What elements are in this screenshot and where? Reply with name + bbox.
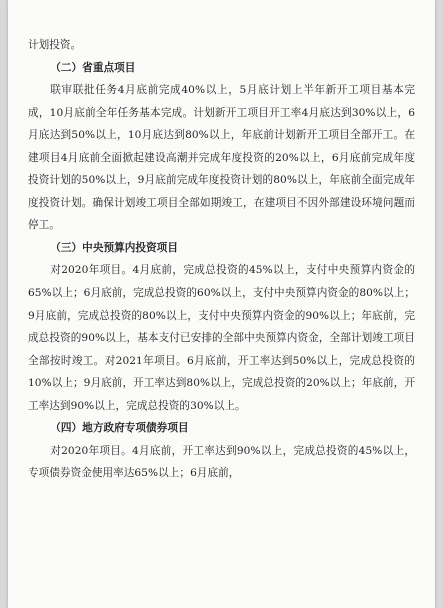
paragraph-central-budget-projects: 对2020年项目。4月底前，完成总投资的45%以上，支付中央预算内资金的65%以上；6月底前，完成总投资的60%以上，支付中央预算内资金的80%以上；9月底前，完成总投资的80%以上，支付中央预算内资金的90%以上；年底前，完成总投资的90%以上，基本支付已安排的全部中央预算内资金，全部计划竣工项目全部按时竣工。对2021年项目。6月底前，开工率达到50%以上，完成总投资的10%以上；9月底前，开工率达到80%以上，完成总投资的20%以上；年底前，开工率达到90%以上，完成总投资的30%以上。 <box>28 264 415 412</box>
section-heading-central-budget-projects: （三）中央预算内投资项目 <box>50 241 178 254</box>
paragraph-provincial-key-projects: 联审联批任务4月底前完成40%以上，5月底计划上半年新开工项目基本完成，10月底前全年任务基本完成。计划新开工项目开工率4月底达到30%以上，6月底达到50%以上，10月底达到80%以上，年底前计划新开工项目全部开工。在建项目4月底前全面掀起建设高潮并完成年度投资的20%以上，6月底前完成年度投资计划的50%以上，9月底前完成年度投资计划的80%以上，年底前全面完成年度投资计划。确保计划竣工项目全部如期竣工，在建项目不因外部建设环境问题而停工。 <box>28 84 415 232</box>
paragraph-continuation: 计划投资。 <box>28 39 82 51</box>
document-body <box>28 34 415 485</box>
section-heading-provincial-key-projects: （二）省重点项目 <box>50 61 136 74</box>
paragraph-special-bond-projects: 对2020年项目。4月底前，开工率达到90%以上，完成总投资的45%以上，专项债券资金使用率达65%以上；6月底前， <box>28 444 415 480</box>
section-heading-special-bond-projects: （四）地方政府专项债券项目 <box>50 422 189 435</box>
document-page <box>8 0 435 608</box>
